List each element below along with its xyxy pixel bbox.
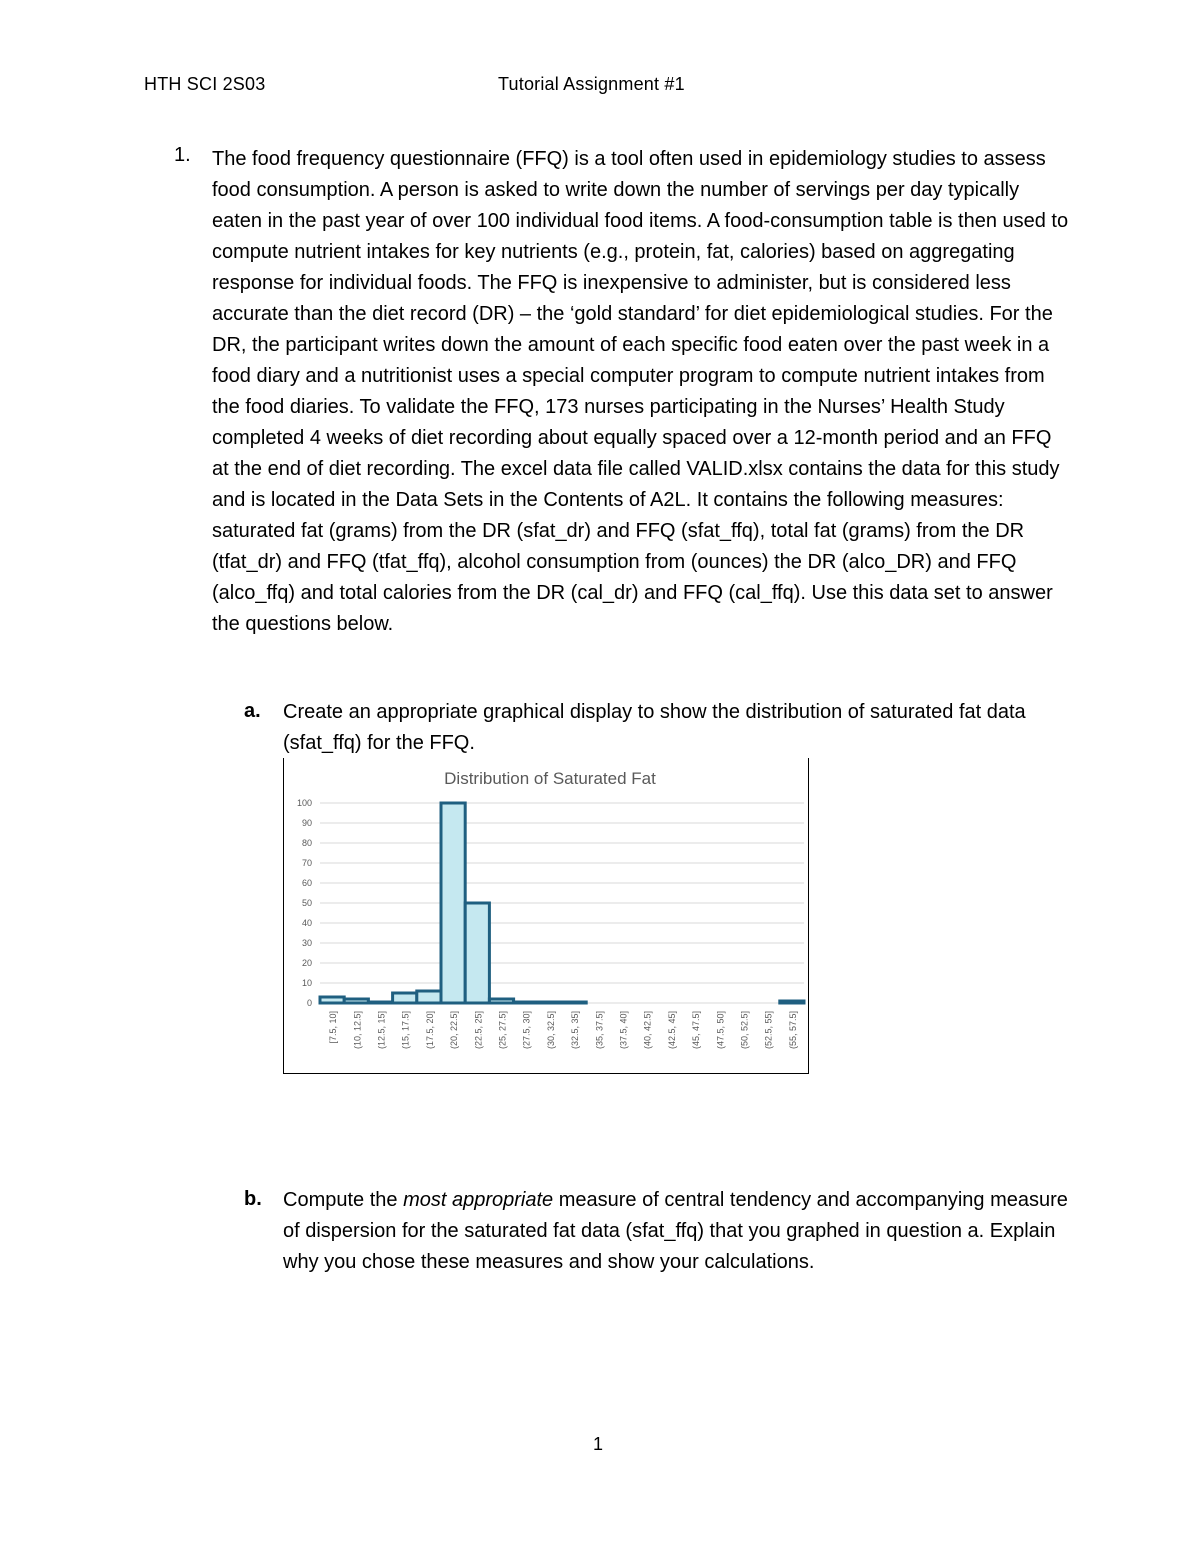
histogram-bar [393, 993, 417, 1003]
part-b-text-after: measure of central tendency and accompanying measure of dispersion for the saturated fat data (sfat_ffq) that you graphed in question a. Explain why you chose these measures and show your calculations. [283, 1189, 1068, 1273]
y-tick-label: 100 [296, 798, 312, 808]
question-text: The food frequency questionnaire (FFQ) is a tool often used in epidemiology studies to assess food consumption. A person is asked to write down the number of servings per day typically eaten in the past year of over 100 individual food items. A food-consumption table is then used to compute nutrient intakes for key nutrients (e.g., protein, fat, calories) based on aggregating response for individual foods. The FFQ is inexpensive to administer, but is considered less accurate than the diet record (DR) – the ‘gold standard’ for diet epidemiological studies. For the DR, the participant writes down the amount of each specific food eaten over the past week in a food diary and a nutritionist uses a special computer program to compute nutrient intakes from the food diaries. To validate the FFQ, 173 nurses participating in the Nurses’ Health Study completed 4 weeks of diet recording about equally spaced over a 12-month period and an FFQ at the end of diet recording. The excel data file called VALID.xlsx contains the data for this study and is located in the Data Sets in the Contents of A2L. It contains the following measures: saturated fat (grams) from the DR (sfat_dr) and FFQ (sfat_ffq), total fat (grams) from the DR (tfat_dr) and FFQ (tfat_ffq), alcohol consumption from (ounces) the DR (alco_DR) and FFQ (alco_ffq) and total calories from the DR (cal_dr) and FFQ (cal_ffq). Use this data set to answer the questions below. [212, 148, 1069, 635]
x-tick-label: (40, 42.5] [642, 1011, 653, 1050]
y-tick-label: 50 [301, 898, 312, 908]
x-tick-label: (12.5, 15] [376, 1011, 387, 1050]
histogram-bar [780, 1001, 804, 1003]
x-tick-label: (42.5, 45] [666, 1011, 677, 1050]
x-tick-label: (17.5, 20] [424, 1011, 435, 1050]
histogram-bar [562, 1002, 586, 1003]
y-tick-label: 30 [301, 938, 312, 948]
y-tick-label: 40 [301, 918, 312, 928]
y-tick-label: 0 [306, 998, 312, 1008]
part-b-emphasis: most appropriate [403, 1189, 554, 1211]
question-number: 1. [174, 144, 191, 166]
x-tick-label: (55, 57.5] [787, 1011, 798, 1050]
x-tick-label: (15, 17.5] [400, 1011, 411, 1050]
part-b-letter: b. [244, 1188, 262, 1210]
x-tick-label: (22.5, 25] [473, 1011, 484, 1050]
x-tick-label: [7.5, 10] [328, 1011, 339, 1044]
y-tick-label: 70 [301, 858, 312, 868]
part-a-text: Create an appropriate graphical display to show the distribution of saturated fat data (sfat_ffq) for the FFQ. [283, 701, 1026, 754]
y-tick-label: 10 [301, 978, 312, 988]
document-title: Tutorial Assignment #1 [498, 74, 685, 94]
histogram-bar [514, 1002, 538, 1003]
histogram-bar [441, 803, 465, 1003]
x-tick-label: (37.5, 40] [618, 1011, 629, 1050]
histogram-bar [368, 1002, 392, 1003]
x-tick-label: (27.5, 30] [521, 1011, 532, 1050]
histogram-bar [489, 999, 513, 1003]
x-tick-label: (10, 12.5] [352, 1011, 363, 1050]
histogram-bar [465, 903, 489, 1003]
part-a-letter: a. [244, 700, 261, 722]
x-tick-label: (47.5, 50] [715, 1011, 726, 1050]
page-number: 1 [593, 1434, 604, 1454]
chart-title: Distribution of Saturated Fat [444, 769, 656, 788]
histogram-svg [284, 758, 808, 1073]
histogram-bar [538, 1002, 562, 1003]
x-tick-label: (50, 52.5] [739, 1011, 750, 1050]
x-tick-label: (35, 37.5] [594, 1011, 605, 1050]
histogram-bar [344, 999, 368, 1003]
part-b-text [283, 1185, 1073, 1278]
x-tick-label: (20, 22.5] [449, 1011, 460, 1050]
y-tick-label: 60 [301, 878, 312, 888]
histogram-chart [283, 758, 809, 1074]
x-tick-label: (52.5, 55] [763, 1011, 774, 1050]
x-tick-label: (25, 27.5] [497, 1011, 508, 1050]
y-tick-label: 20 [301, 958, 312, 968]
y-tick-label: 90 [301, 818, 312, 828]
x-tick-label: (45, 47.5] [691, 1011, 702, 1050]
y-tick-label: 80 [301, 838, 312, 848]
x-tick-label: (32.5, 35] [570, 1011, 581, 1050]
histogram-bar [417, 991, 441, 1003]
x-tick-label: (30, 32.5] [545, 1011, 556, 1050]
part-b-text-before: Compute the [283, 1189, 404, 1211]
course-code: HTH SCI 2S03 [144, 74, 266, 94]
histogram-bar [320, 997, 344, 1003]
